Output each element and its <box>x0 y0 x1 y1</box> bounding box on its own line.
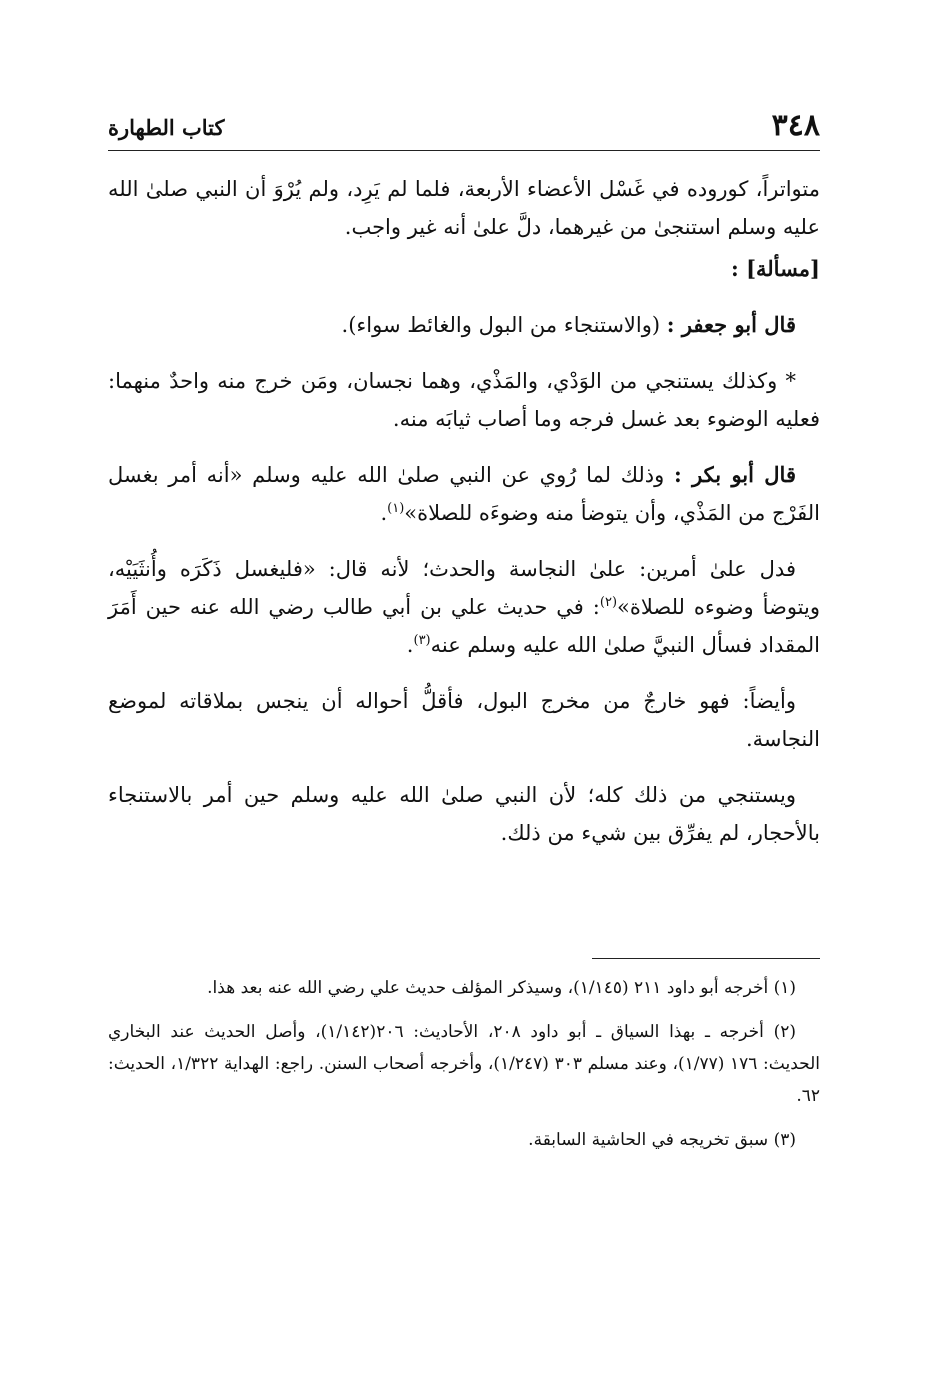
speaker-label: قال أبو بكر : <box>674 462 796 487</box>
quoted-text: (والاستنجاء من البول والغائط سواء). <box>341 313 661 337</box>
paragraph: متواتراً، كوروده في غَسْل الأعضاء الأربعة، فلما لم يَرِد، ولم يُرْوَ أن النبي صلىٰ الله عليه وسلم استنجىٰ من غيرهما، دلَّ علىٰ أنه غير واجب. <box>108 177 820 239</box>
section-label: [مسألة] : <box>731 256 820 281</box>
running-title: كتاب الطهارة <box>108 115 225 140</box>
paragraph-text: فدل علىٰ أمرين: علىٰ النجاسة والحدث؛ لأنه قال: «فليغسل ذَكَرَه وأُنثَيَيْه، ويتوضأ وضوءه للصلاة» <box>108 557 820 619</box>
paragraph <box>108 306 820 344</box>
footnote-ref: (٣) <box>413 633 431 648</box>
paragraph: * وكذلك يستنجي من الوَدْي، والمَذْي، وهما نجسان، ومَن خرج منه واحدٌ منهما: فعليه الوضوء بعد غسل فرجه وما أصاب ثيابَه منه. <box>108 369 820 431</box>
footnotes <box>108 972 820 1168</box>
footnote-divider <box>592 958 820 959</box>
footnote: (١) أخرجه أبو داود ٢١١ (١/١٤٥)، وسيذكر المؤلف حديث علي رضي الله عنه بعد هذا. <box>207 978 796 998</box>
page-header <box>108 100 820 151</box>
footnote: (٣) سبق تخريجه في الحاشية السابقة. <box>528 1130 796 1150</box>
speaker-label: قال أبو جعفر : <box>666 312 796 337</box>
page-number: ٣٤٨ <box>771 108 820 143</box>
paragraph: ويستنجي من ذلك كله؛ لأن النبي صلىٰ الله عليه وسلم حين أمر بالاستنجاء بالأحجار، لم يفرِّق بين شيء من ذلك. <box>108 783 820 845</box>
paragraph-end: . <box>380 501 388 525</box>
paragraph <box>108 456 820 532</box>
paragraph-text: وذلك لما رُوي عن النبي صلىٰ الله عليه وسلم «أنه أمر بغسل الفَرْج من المَذْي، وأن يتوضأ منه وضوءَه للصلاة» <box>108 463 820 525</box>
footnote: (٢) أخرجه ـ بهذا السياق ـ أبو داود ٢٠٨، الأحاديث: ٢٠٦(١/١٤٢)، وأصل الحديث عند البخاري الحديث: ١٧٦ (١/٧٧)، وعند مسلم ٣٠٣ (١/٢٤٧)، وأخرجه أصحاب السنن. راجع: الهداية ١/٣٢٢، الحديث: ٦٢. <box>108 1022 821 1106</box>
paragraph: وأيضاً: فهو خارجٌ من مخرج البول، فأقلُّ أحواله أن ينجس بملاقاته لموضع النجاسة. <box>108 689 820 751</box>
footnote-ref: (١) <box>387 501 405 516</box>
paragraph <box>108 550 820 664</box>
main-text <box>108 170 820 870</box>
paragraph-text: : في حديث علي بن أبي طالب رضي الله عنه حين أَمَرَ المقداد فسأل النبيَّ صلىٰ الله عليه وسلم عنه <box>108 595 820 657</box>
paragraph-end: . <box>406 633 414 657</box>
footnote-ref: (٢) <box>599 595 618 610</box>
